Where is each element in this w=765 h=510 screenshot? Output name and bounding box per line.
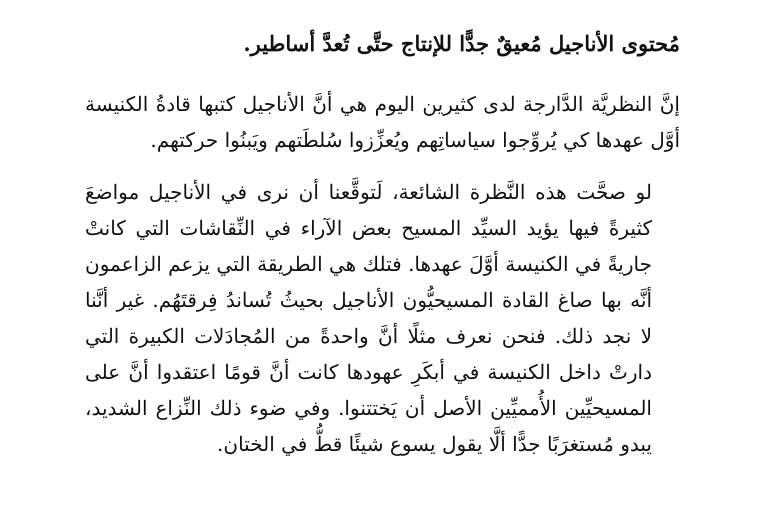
paragraph-1 (85, 86, 680, 158)
paragraph-line: المسيحيِّين الأُمميِّين الأصل أن يَختتنوا. وفي ضوء ذلك النِّزاع الشديد، (85, 396, 652, 420)
paragraph-line: إنَّ النظريَّة الدَّارجة لدى كثيرين اليوم هي أنَّ الأناجيل كتبها قادةُ الكنيسة (85, 92, 680, 116)
paragraph-line: لو صحَّت هذه النَّظرة الشائعة، لَتوقَّعنا أن نرى في الأناجيل مواضعَ (85, 180, 652, 204)
section-heading: مُحتوى الأناجيل مُعيقٌ جدًّا للإنتاج حتَّى تُعدَّ أساطير. (243, 31, 680, 56)
paragraph-line: يبدو مُستغرَبًا جدًّا ألَّا يقول يسوع شيئًا قطُّ في الختان. (217, 432, 652, 456)
text-block (85, 26, 680, 478)
paragraph-line: دارتْ داخل الكنيسة في أبكَرِ عهودها كانت أنَّ قومًا اعتقدوا أنَّ على (85, 360, 652, 384)
paragraph-line: جاريةً في الكنيسة أوَّلَ عهدها. فتلك هي الطريقة التي يزعم الزاعمون (85, 252, 652, 276)
paragraph-line: أوَّل عهدها كي يُروِّجوا سياساتِهم ويُعزِّزوا سُلطَتهم ويَبنُوا حركتهم. (150, 128, 680, 152)
paragraph-line: لا نجد ذلك. فنحن نعرف مثلًا أنَّ واحدةً من المُجادَلات الكبيرة التي (85, 324, 652, 348)
paragraph-2 (85, 174, 680, 462)
paragraph-line: كثيرةً فيها يؤيد السيِّد المسيح بعض الآراء في النِّقاشات التي كانتْ (85, 216, 652, 240)
paragraph-line: أنَّه بها صاغ القادة المسيحيُّون الأناجيل بحيثُ تُساندُ فِرقتَهُم. غير أنَّنا (85, 288, 652, 312)
